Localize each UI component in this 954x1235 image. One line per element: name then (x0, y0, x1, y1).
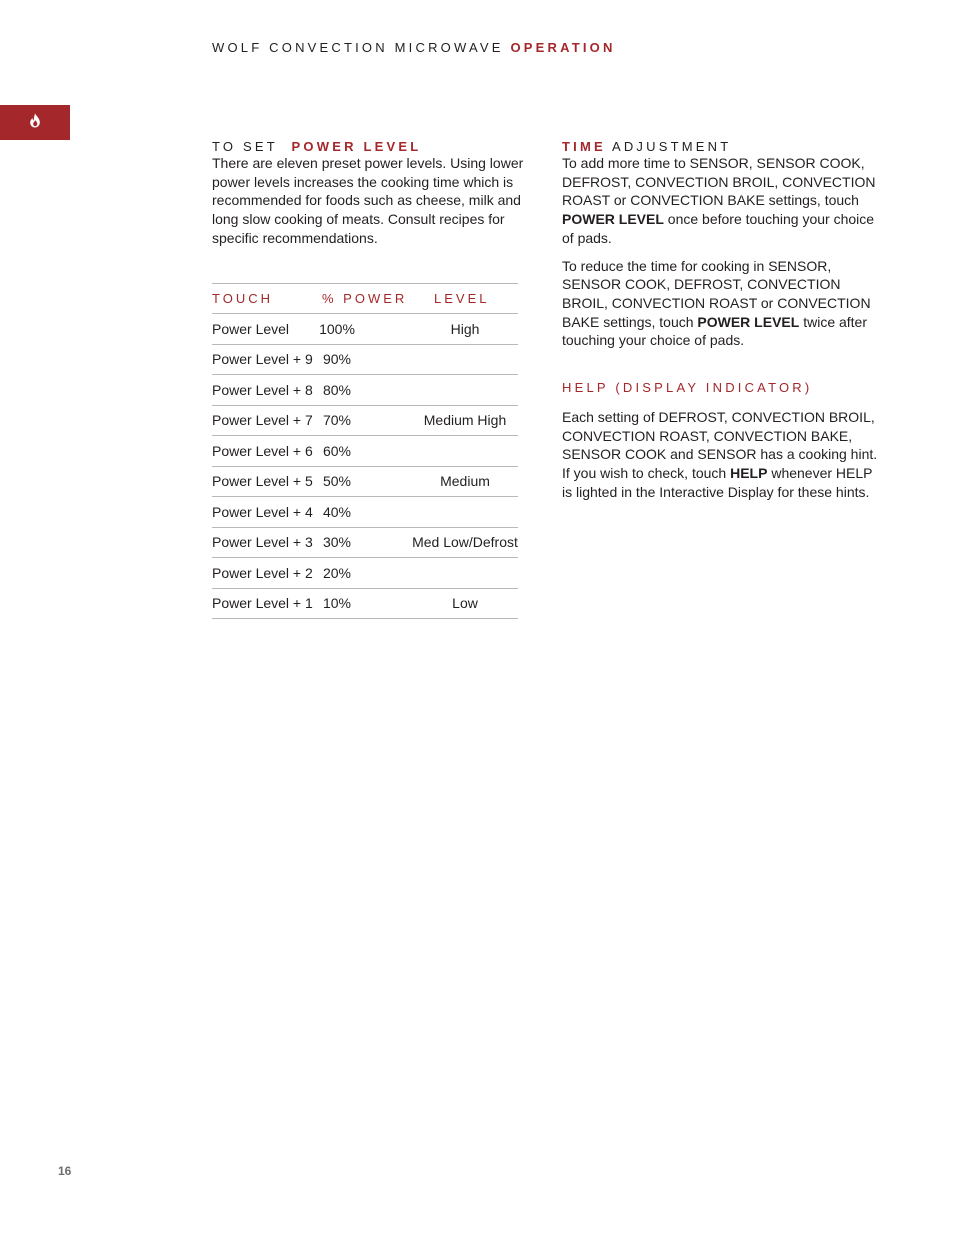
cell-power: 40% (322, 503, 352, 520)
paragraph-text: To reduce the time for cooking in SENSOR, SENSOR COOK, DEFROST, CONVECTION BROIL, CONVECTION ROAST or CONVECTION BAKE settings, touch (562, 257, 871, 330)
table-row (212, 497, 518, 528)
time-reduce-paragraph (562, 257, 884, 351)
power-level-table (212, 283, 518, 620)
table-row (212, 314, 518, 345)
cell-touch: Power Level + 4 (212, 503, 313, 520)
paragraph-text: Each setting of DEFROST, CONVECTION BROIL, CONVECTION ROAST, CONVECTION BAKE, SENSOR COOK and SENSOR has a cooking hint. If you wish to check, touch (562, 409, 878, 482)
cell-touch: Power Level + 1 (212, 595, 313, 612)
column-header-level: LEVEL (434, 290, 490, 306)
column-header-power: % POWER (322, 290, 408, 306)
cell-power: 80% (322, 381, 352, 398)
header-prefix: WOLF CONVECTION MICROWAVE (212, 40, 504, 55)
cell-touch: Power Level (212, 320, 290, 337)
cell-level: High (450, 320, 480, 337)
cell-power: 60% (322, 442, 352, 459)
heading-prefix: TO SET (212, 139, 278, 154)
cell-power: 90% (322, 351, 352, 368)
cell-touch: Power Level + 6 (212, 442, 313, 459)
heading-accent: TIME (562, 139, 606, 154)
cell-level: Low (452, 595, 478, 612)
page-number: 16 (58, 1164, 72, 1178)
section-tab (0, 105, 70, 140)
time-add-paragraph (562, 154, 884, 248)
page-header (212, 40, 616, 55)
power-level-column (212, 139, 526, 619)
time-adjustment-heading (562, 139, 884, 154)
cell-touch: Power Level + 5 (212, 473, 313, 490)
bold-pad-name: POWER LEVEL (697, 313, 800, 330)
flame-icon (29, 113, 41, 133)
table-row (212, 589, 518, 620)
header-accent: OPERATION (510, 40, 616, 55)
time-help-column (562, 139, 884, 502)
table-row (212, 528, 518, 559)
column-header-touch: TOUCH (212, 290, 273, 306)
cell-level: Med Low/Defrost (412, 534, 518, 551)
power-level-heading (212, 139, 526, 154)
cell-level: Medium (440, 473, 490, 490)
bold-pad-name: HELP (730, 465, 768, 482)
cell-power: 10% (322, 595, 352, 612)
paragraph-text: To add more time to SENSOR, SENSOR COOK, DEFROST, CONVECTION BROIL, CONVECTION ROAST or CONVECTION BAKE settings, touch (562, 155, 876, 209)
table-row (212, 558, 518, 589)
cell-level: Medium High (423, 412, 507, 429)
cell-power: 20% (322, 564, 352, 581)
cell-touch: Power Level + 3 (212, 534, 313, 551)
cell-power: 50% (322, 473, 352, 490)
paragraph-text: whenever HELP is lighted in the Interactive Display for these hints. (562, 465, 873, 500)
heading-accent: POWER LEVEL (291, 139, 422, 154)
table-header-row (212, 284, 518, 315)
paragraph-text: twice after touching your choice of pads. (562, 313, 868, 349)
table-row (212, 406, 518, 437)
help-heading: HELP (DISPLAY INDICATOR) (562, 380, 813, 396)
help-paragraph (562, 408, 884, 502)
table-row (212, 436, 518, 467)
power-level-intro: There are eleven preset power levels. Using lower power levels increases the cooking time which is recommended for foods such as cheese, milk and long slow cooking of meats. Consult recipes for specific recommendations. (212, 155, 524, 246)
paragraph-text: once before touching your choice of pads. (562, 211, 875, 246)
cell-power: 70% (322, 412, 352, 429)
cell-touch: Power Level + 2 (212, 564, 313, 581)
bold-pad-name: POWER LEVEL (562, 211, 664, 228)
cell-power: 100% (319, 320, 355, 337)
heading-suffix: ADJUSTMENT (611, 139, 732, 154)
cell-touch: Power Level + 9 (212, 351, 313, 368)
cell-power: 30% (322, 534, 352, 551)
table-row (212, 345, 518, 376)
table-row (212, 375, 518, 406)
cell-touch: Power Level + 8 (212, 381, 313, 398)
cell-touch: Power Level + 7 (212, 412, 313, 429)
table-row (212, 467, 518, 498)
